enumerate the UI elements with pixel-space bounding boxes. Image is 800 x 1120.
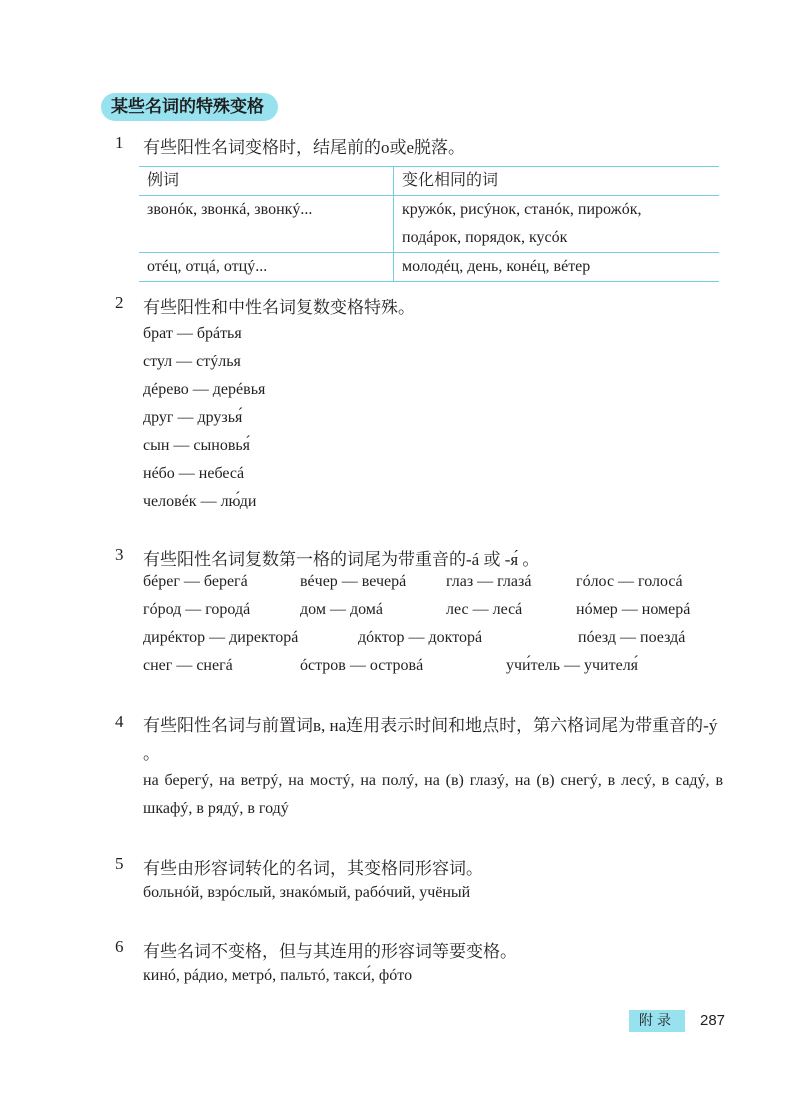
example-pair: дóктор — докторá — [358, 629, 483, 646]
table-cell-similar: молодéц, день, конéц, вéтер — [394, 253, 720, 282]
example-row — [143, 629, 743, 657]
rule-5-examples: больнóй, взрóслый, знакóмый, рабóчий, учёный — [143, 884, 471, 901]
example-pair: снег — снегá — [143, 657, 233, 674]
rule-text: 有些阳性名词与前置词в, на连用表示时间和地点时，第六格词尾为带重音的-ý 。 — [143, 716, 718, 763]
example-pair: лес — лесá — [446, 601, 523, 618]
page-number: 287 — [700, 1012, 726, 1029]
rule-number: 5 — [115, 854, 124, 873]
rule-6-examples: кинó, рáдио, метрó, пальтó, такси́, фóто — [143, 967, 413, 984]
table-cell-similar — [394, 196, 720, 253]
example-pair: друг — друзья́ — [143, 409, 243, 426]
table-header-similar: 变化相同的词 — [394, 167, 720, 196]
table-header-example: 例词 — [139, 167, 394, 196]
rule-number: 6 — [115, 937, 124, 956]
example-pair: óстров — островá — [300, 657, 424, 674]
similar-line: кружóк, рисýнок, станóк, пирожóк, — [402, 201, 642, 218]
example-pair: брат — брáтья — [143, 325, 242, 342]
table-row — [139, 253, 719, 282]
example-pair: учи́тель — учителя́ — [506, 657, 639, 674]
example-row — [143, 657, 743, 685]
example-row — [143, 573, 743, 601]
table-row — [139, 196, 719, 253]
example-pair: дéрево — дерéвья — [143, 381, 266, 398]
example-pair: сын — сыновья́ — [143, 437, 251, 454]
rule-text: 有些由形容词转化的名词，其变格同形容词。 — [143, 859, 483, 878]
example-pair: нóмер — номерá — [576, 601, 691, 618]
rule-2-examples — [143, 320, 265, 516]
rule-text: 有些名词不变格，但与其连用的形容词等要变格。 — [143, 942, 517, 961]
similar-line: подáрок, порядок, кусóк — [402, 229, 568, 246]
declension-table — [139, 166, 719, 282]
section-title: 某些名词的特殊变格 — [101, 93, 278, 121]
example-pair: гóлос — голосá — [576, 573, 683, 590]
rule-4-examples: на берегý, на ветрý, на мостý, на полý, на (в) глазý, на (в) снегý, в лесý, в садý, в шкафý, в рядý, в годý — [143, 772, 723, 817]
table-cell-example: отéц, отцá, отцý... — [139, 253, 394, 282]
example-pair: человéк — лю́ди — [143, 493, 257, 510]
rule-text: 有些阳性和中性名词复数变格特殊。 — [143, 298, 415, 317]
rule-number: 3 — [115, 545, 124, 564]
rule-number: 1 — [115, 133, 124, 152]
example-pair: вéчер — вечерá — [300, 573, 407, 590]
example-pair: глаз — глазá — [446, 573, 532, 590]
rule-number: 2 — [115, 293, 124, 312]
example-pair: дом — домá — [300, 601, 384, 618]
rule-text: 有些阳性名词复数第一格的词尾为带重音的-á 或 -я́ 。 — [143, 550, 540, 569]
example-pair: гóрод — городá — [143, 601, 251, 618]
rule-text: 有些阳性名词变格时，结尾前的o或e脱落。 — [143, 138, 466, 157]
example-pair: бéрег — берегá — [143, 573, 248, 590]
example-pair: дирéктор — директорá — [143, 629, 299, 646]
rule-number: 4 — [115, 712, 124, 731]
example-pair: нéбо — небесá — [143, 465, 245, 482]
footer-section-label: 附录 — [629, 1010, 685, 1032]
table-cell-example: звонóк, звонкá, звонкý... — [139, 196, 394, 253]
example-pair: пóезд — поездá — [578, 629, 686, 646]
example-pair: стул — стýлья — [143, 353, 241, 370]
table-header-row — [139, 167, 719, 196]
example-row — [143, 601, 743, 629]
